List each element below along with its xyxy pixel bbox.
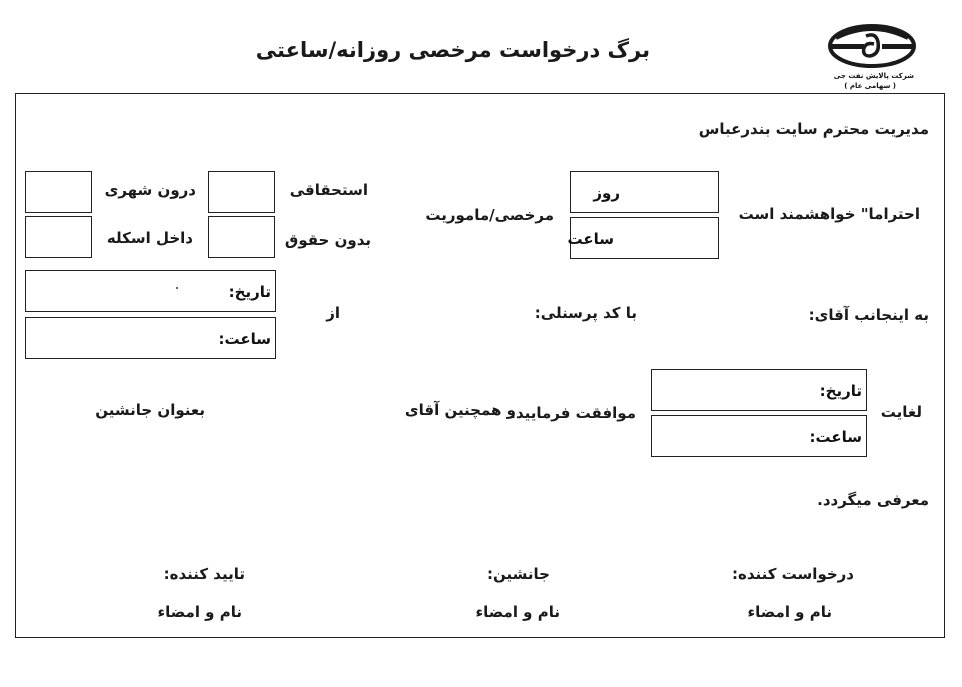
addressee-text: مدیریت محترم سایت بندرعباس	[698, 120, 929, 138]
leave-type-label: مرخصی/ماموریت	[425, 206, 554, 224]
refinery-logo-icon	[826, 22, 918, 74]
company-logo	[826, 22, 918, 92]
until-time-field[interactable]	[651, 415, 867, 457]
option-in-city-checkbox[interactable]	[25, 171, 92, 213]
from-date-label: تاریخ:	[228, 283, 271, 301]
option-entitled-label: استحقاقی	[289, 181, 368, 199]
until-time-label: ساعت:	[809, 428, 862, 446]
requester-name-sign: نام و امضاء	[747, 603, 832, 621]
leave-days-field[interactable]	[570, 171, 719, 213]
option-unpaid-checkbox[interactable]	[208, 216, 275, 258]
option-in-port-label: داخل اسکله	[106, 229, 193, 247]
until-date-label: تاریخ:	[819, 382, 862, 400]
form-frame	[15, 93, 945, 638]
substitute-label: جانشین:	[487, 565, 550, 583]
personnel-code-label: با کد پرسنلی:	[534, 304, 637, 322]
page-title: برگ درخواست مرخصی روزانه/ساعتی	[255, 38, 650, 62]
employee-label: به اینجانب آقای:	[808, 306, 929, 324]
approve-text: موافقت فرمایید.	[510, 404, 636, 422]
leave-days-label: روز	[593, 184, 620, 202]
option-in-city-label: درون شهری	[104, 181, 196, 199]
requester-label: درخواست کننده:	[731, 565, 854, 583]
leave-hours-label: ساعت	[567, 230, 614, 248]
from-time-field[interactable]	[25, 317, 276, 359]
option-unpaid-label: بدون حقوق	[284, 231, 371, 249]
until-label: لغایت	[880, 403, 922, 421]
from-date-field[interactable]	[25, 270, 276, 312]
leave-hours-field[interactable]	[567, 217, 719, 259]
as-substitute-text: بعنوان جانشین	[95, 401, 205, 419]
option-entitled-checkbox[interactable]	[208, 171, 275, 213]
also-mr-text: و همچنین آقای	[404, 401, 516, 419]
substitute-name-sign: نام و امضاء	[475, 603, 560, 621]
until-date-field[interactable]	[651, 369, 867, 411]
approver-label: تایید کننده:	[163, 565, 245, 583]
from-time-label: ساعت:	[218, 330, 271, 348]
option-in-port-checkbox[interactable]	[25, 216, 92, 258]
from-label: از	[326, 304, 340, 322]
request-prefix-text: احتراما" خواهشمند است	[738, 205, 920, 223]
from-date-mark	[176, 287, 178, 289]
introduced-text: معرفی میگردد.	[817, 491, 929, 509]
company-name-line2: ( سهامی عام )	[844, 82, 896, 90]
approver-name-sign: نام و امضاء	[157, 603, 242, 621]
company-name-line1: شرکت پالایش نفت جی	[833, 72, 914, 80]
